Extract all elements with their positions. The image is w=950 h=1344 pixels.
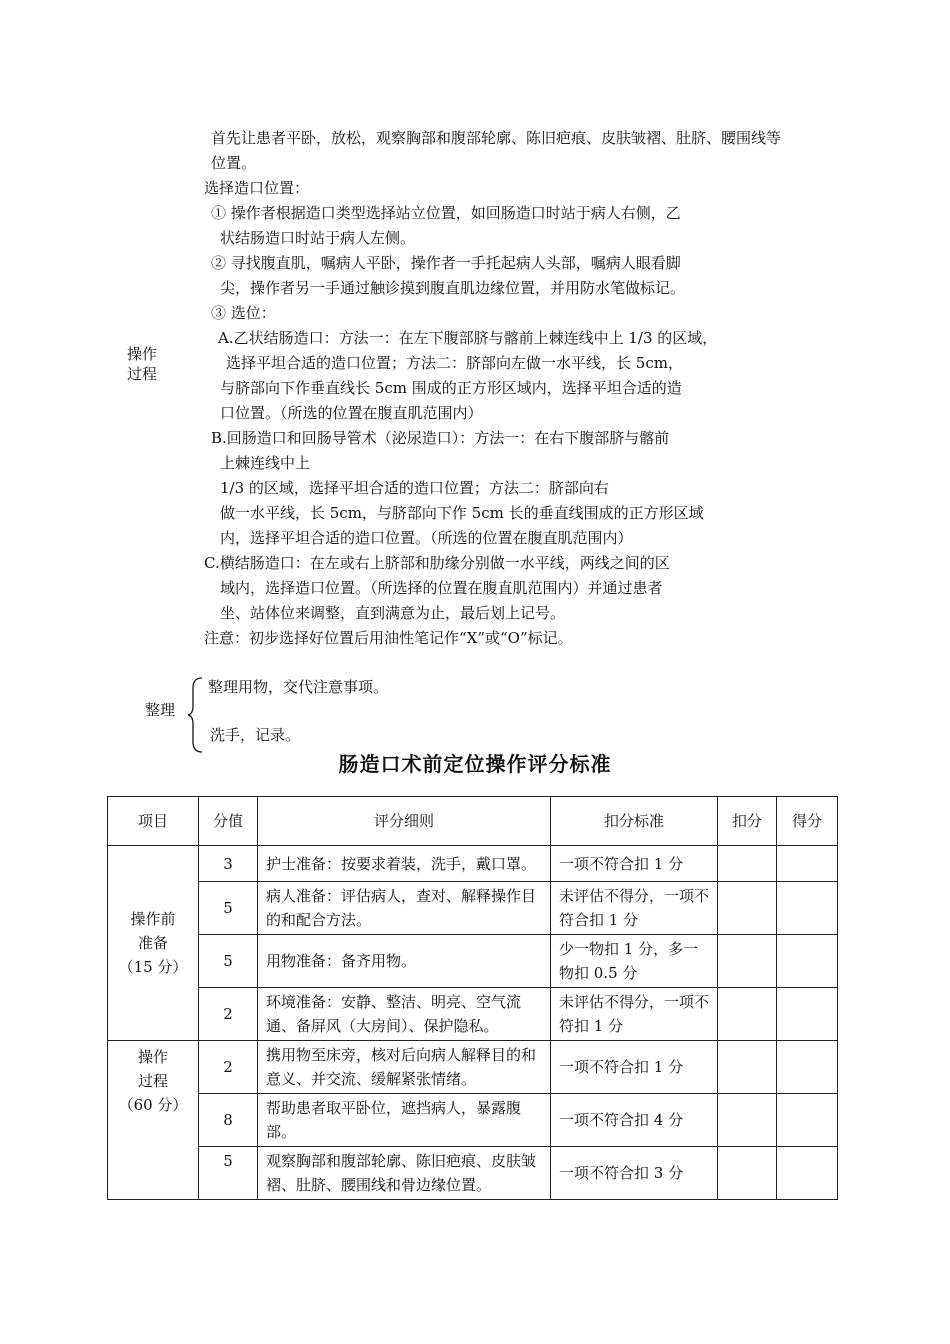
row-earned-cell[interactable] [777, 935, 838, 988]
procedure-line: 坐、站体位来调整，直到满意为止，最后划上记号。 [220, 604, 566, 622]
procedure-line: 内，选择平坦合适的造口位置。（所选的位置在腹直肌范围内） [220, 529, 633, 547]
procedure-line: 1/3 的区域，选择平坦合适的造口位置；方法二：脐部向右 [220, 479, 609, 497]
header-detail: 评分细则 [258, 797, 551, 846]
table-row [108, 935, 838, 988]
row-detail: 携用物至床旁，核对后向病人解释目的和意义、并交流、缓解紧张情绪。 [258, 1041, 551, 1094]
scoring-table [107, 796, 838, 1200]
row-deduct-standard: 一项不符合扣 3 分 [551, 1147, 718, 1200]
header-deduct-standard: 扣分标准 [551, 797, 718, 846]
row-earned-cell[interactable] [777, 988, 838, 1041]
tidy-line2: 洗手，记录。 [210, 726, 301, 744]
header-earned: 得分 [777, 797, 838, 846]
procedure-line: A.乙状结肠造口：方法一：在左下腹部脐与髂前上棘连线中上 1/3 的区域， [218, 329, 718, 347]
table-row [108, 1147, 838, 1200]
row-earned-cell[interactable] [777, 1094, 838, 1147]
group-label-line: （60 分） [118, 1096, 188, 1114]
procedure-line: 与脐部向下作垂直线长 5cm 围成的正方形区域内，选择平坦合适的造 [220, 379, 682, 397]
row-score: 2 [199, 988, 258, 1041]
table-row [108, 846, 838, 882]
row-deduct-standard: 少一物扣 1 分，多一物扣 0.5 分 [551, 935, 718, 988]
procedure-side-label [127, 344, 157, 384]
table-row [108, 1041, 838, 1094]
row-detail: 环境准备：安静、整洁、明亮、空气流通、备屏风（大房间）、保护隐私。 [258, 988, 551, 1041]
header-item: 项目 [108, 797, 199, 846]
row-deduct-cell[interactable] [718, 1094, 777, 1147]
row-deduct-cell[interactable] [718, 882, 777, 935]
procedure-line: 位置。 [211, 154, 257, 172]
procedure-line: 首先让患者平卧，放松，观察胸部和腹部轮廓、陈旧疤痕、皮肤皱褶、肚脐、腰围线等 [211, 129, 782, 147]
procedure-line: 选择造口位置： [204, 179, 310, 197]
procedure-line: 尖，操作者另一手通过触诊摸到腹直肌边缘位置，并用防水笔做标记。 [220, 279, 686, 297]
row-deduct-standard: 一项不符合扣 1 分 [551, 1041, 718, 1094]
table-row [108, 988, 838, 1041]
procedure-side-label-line2: 过程 [127, 365, 158, 383]
group-label-process [108, 1041, 199, 1200]
procedure-line: 状结肠造口时站于病人左侧。 [220, 229, 416, 247]
row-deduct-standard: 未评估不得分，一项不符合扣 1 分 [551, 882, 718, 935]
row-deduct-standard: 一项不符合扣 4 分 [551, 1094, 718, 1147]
row-detail: 护士准备：按要求着装，洗手，戴口罩。 [258, 846, 551, 882]
table-row [108, 882, 838, 935]
row-deduct-cell[interactable] [718, 846, 777, 882]
procedure-line: 注意：初步选择好位置后用油性笔记作“X”或“O”标记。 [204, 629, 573, 647]
group-label-line: 操作前 [130, 910, 176, 928]
procedure-line: ② 寻找腹直肌，嘱病人平卧，操作者一手托起病人头部，嘱病人眼看脚 [211, 254, 681, 272]
procedure-line: 口位置。（所选的位置在腹直肌范围内） [220, 404, 483, 422]
tidy-line1: 整理用物，交代注意事项。 [208, 678, 389, 696]
procedure-side-label-line1: 操作 [127, 345, 158, 363]
row-earned-cell[interactable] [777, 846, 838, 882]
tidy-label: 整理 [145, 701, 176, 719]
row-earned-cell[interactable] [777, 882, 838, 935]
row-deduct-standard: 一项不符合扣 1 分 [551, 846, 718, 882]
row-earned-cell[interactable] [777, 1041, 838, 1094]
procedure-line: ① 操作者根据造口类型选择站立位置，如回肠造口时站于病人右侧，乙 [211, 204, 681, 222]
table-row [108, 1094, 838, 1147]
row-score: 2 [199, 1041, 258, 1094]
header-score: 分值 [199, 797, 258, 846]
curly-brace-icon [186, 676, 206, 754]
group-label-pre [108, 846, 199, 1041]
row-detail: 观察胸部和腹部轮廓、陈旧疤痕、皮肤皱褶、肚脐、腰围线和骨边缘位置。 [258, 1147, 551, 1200]
group-label-line: 操作 [137, 1048, 168, 1066]
row-score: 5 [199, 1147, 258, 1200]
group-label-line: 过程 [137, 1072, 168, 1090]
header-deduct: 扣分 [718, 797, 777, 846]
table-header-row [108, 797, 838, 846]
procedure-line: 选择平坦合适的造口位置；方法二：脐部向左做一水平线，长 5cm， [226, 354, 683, 372]
row-deduct-cell[interactable] [718, 935, 777, 988]
row-detail: 病人准备：评估病人，查对、解释操作目的和配合方法。 [258, 882, 551, 935]
procedure-line: B.回肠造口和回肠导管术（泌尿造口）：方法一：在右下腹部脐与髂前 [211, 429, 670, 447]
row-score: 3 [199, 846, 258, 882]
procedure-line: 上棘连线中上 [220, 454, 311, 472]
row-score: 5 [199, 882, 258, 935]
row-score: 8 [199, 1094, 258, 1147]
row-earned-cell[interactable] [777, 1147, 838, 1200]
row-detail: 帮助患者取平卧位，遮挡病人，暴露腹部。 [258, 1094, 551, 1147]
procedure-line: ③ 选位： [211, 304, 276, 322]
procedure-line: 域内，选择造口位置。（所选择的位置在腹直肌范围内）并通过患者 [220, 579, 663, 597]
procedure-line: C.横结肠造口：在左或右上脐部和肋缘分别做一水平线，两线之间的区 [204, 554, 670, 572]
procedure-line: 做一水平线，长 5cm，与脐部向下作 5cm 长的垂直线围成的正方形区域 [220, 504, 704, 522]
group-label-line: 准备 [137, 934, 168, 952]
row-deduct-cell[interactable] [718, 988, 777, 1041]
row-score: 5 [199, 935, 258, 988]
row-detail: 用物准备：备齐用物。 [258, 935, 551, 988]
row-deduct-standard: 未评估不得分，一项不符扣 1 分 [551, 988, 718, 1041]
group-label-line: （15 分） [118, 958, 188, 976]
row-deduct-cell[interactable] [718, 1147, 777, 1200]
row-deduct-cell[interactable] [718, 1041, 777, 1094]
table-title: 肠造口术前定位操作评分标准 [338, 752, 612, 776]
